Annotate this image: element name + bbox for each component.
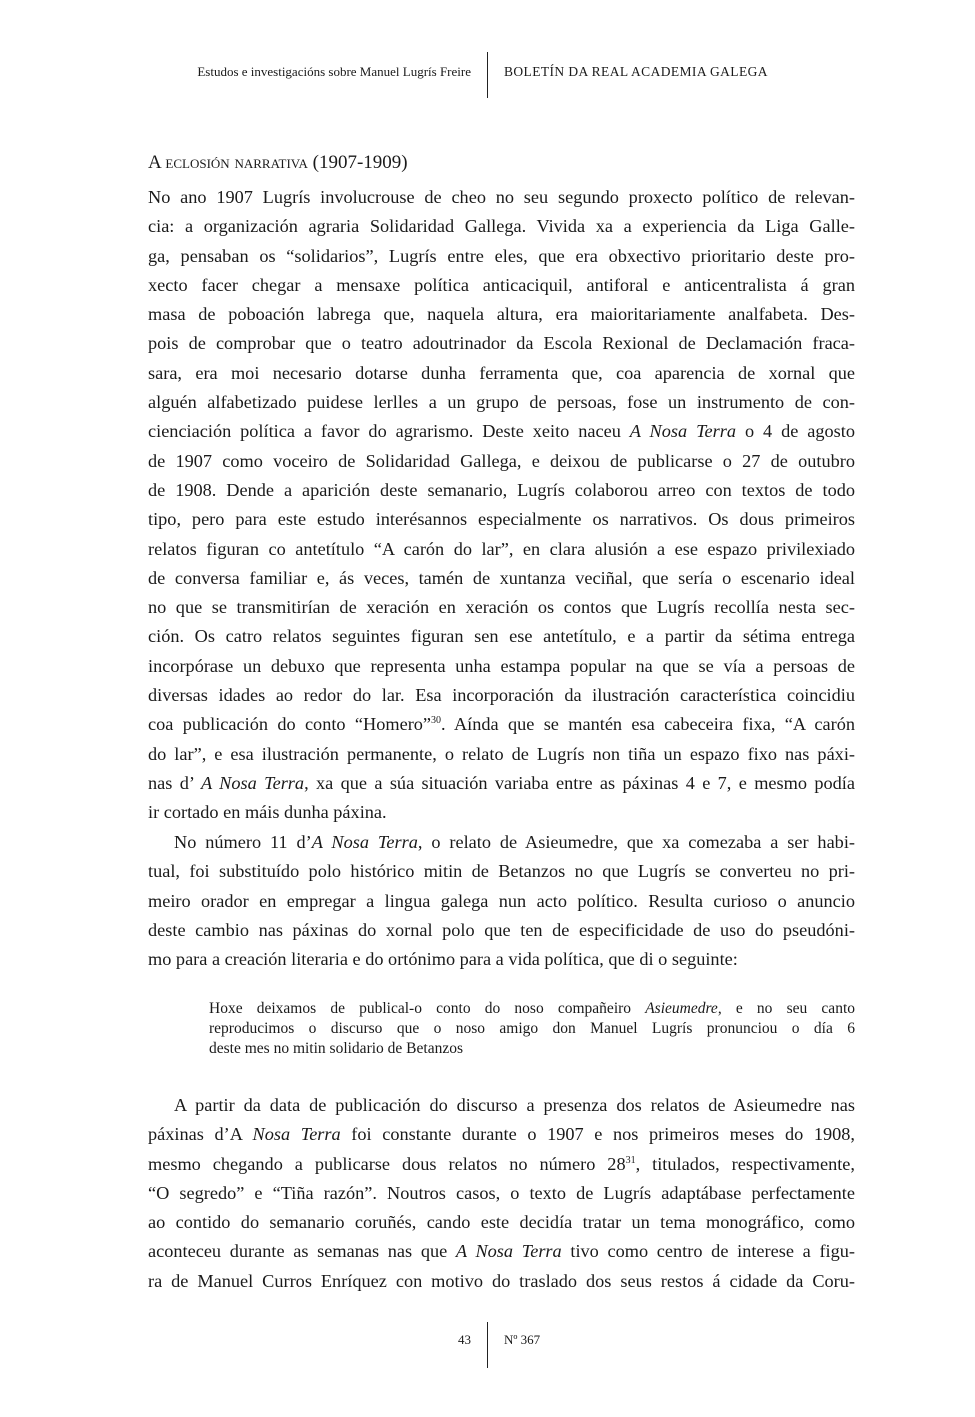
text-line [148, 329, 855, 358]
text-line [148, 183, 855, 212]
text-line [148, 1179, 855, 1208]
text-line [148, 242, 855, 271]
footnote-ref: 30 [431, 715, 442, 727]
text-line [148, 1091, 855, 1120]
text-line [148, 916, 855, 945]
text-span: deste mes no mitin solidario de Betanzos [209, 1040, 463, 1057]
text-line [148, 388, 855, 417]
header-divider [487, 52, 488, 98]
text-span: diversas idades ao redor do lar. Esa incorporación da ilustración característica coincidiu [148, 685, 855, 706]
text-line [148, 740, 855, 769]
text-line [148, 300, 855, 329]
text-span: ir cortado en máis dunha páxina. [148, 802, 387, 823]
text-span: ción. Os catro relatos seguintes figuran sen ese antetítulo, e a partir da sétima entrega [148, 626, 855, 647]
italic-text: A Nosa Terra [311, 832, 418, 852]
text-line [148, 271, 855, 300]
text-span: tual, foi substituído polo histórico mitin de Betanzos no que Lugrís se converteu no pri- [148, 861, 855, 882]
text-line [148, 212, 855, 241]
text-line [148, 681, 855, 710]
block-quote [209, 999, 855, 1059]
text-line [148, 505, 855, 534]
text-span: , e no seu canto [717, 1000, 855, 1017]
text-span: cia: a organización agraria Solidaridad Gallega. Vivida xa a experiencia da Liga Galle- [148, 216, 855, 237]
text-line [148, 476, 855, 505]
text-span: alguén alfabetizado puidese lerlles a un grupo de persoas, fose un instrumento de con- [148, 392, 855, 413]
text-span: nas d’ [148, 772, 201, 793]
text-span: ga, pensaban os “solidarios”, Lugrís entre eles, que era obxectivo prioritario deste pro- [148, 245, 855, 266]
italic-text: A Nosa Terra [200, 772, 305, 793]
text-span: deste cambio nas páxinas do xornal polo que ten de especificidade de uso do pseudóni- [148, 919, 855, 940]
text-span: do lar”, e esa ilustración permanente, o relato de Lugrís non tiña un espazo fixo nas páxi- [148, 743, 855, 764]
text-span: Hoxe deixamos de publical-o conto do noso compañeiro [209, 1000, 646, 1017]
footer-divider [487, 1322, 488, 1368]
paragraph-2 [148, 828, 855, 974]
running-header-journal: BOLETÍN DA REAL ACADEMIA GALEGA [504, 64, 768, 79]
text-span: ao contido do semanario coruñés, cando este decidía tratar un tema monográfico, como [148, 1212, 855, 1233]
text-span: incorpórase un debuxo que representa unha estampa popular na que se vía a persoas de [148, 655, 855, 676]
paragraph-1 [148, 183, 855, 828]
text-line [148, 622, 855, 651]
text-span: No número 11 d’ [174, 832, 312, 852]
text-span: aconteceu durante as semanas nas que [148, 1241, 456, 1262]
text-span: sara, era moi necesario dotarse dunha ferramenta que, coa aparencia de xornal que [148, 362, 855, 383]
running-header-title: Estudos e investigacións sobre Manuel Lugrís Freire [197, 64, 471, 79]
text-span: xecto facer chegar a mensaxe política anticaciquil, antiforal e anticentralista á gran [148, 274, 855, 295]
text-span: tivo como centro de interese a figu- [561, 1241, 855, 1262]
text-line [148, 564, 855, 593]
italic-text: A Nosa Terra [629, 421, 737, 442]
text-line [148, 535, 855, 564]
text-span: foi constante durante o 1907 e nos primeiros meses do 1908, [340, 1124, 855, 1145]
text-line [148, 1120, 855, 1149]
text-line [148, 1267, 855, 1296]
text-line [148, 798, 855, 827]
text-span: de 1908. Dende a aparición deste semanario, Lugrís colaborou arreo con textos de todo [148, 479, 855, 500]
text-span: mo para a creación literaria e do ortónimo para a vida política, que di o seguinte: [148, 949, 738, 970]
footnote-ref: 31 [625, 1154, 636, 1166]
text-span: , o relato de Asieumedre, que xa comezaba a ser habi- [417, 832, 855, 852]
text-line [209, 1019, 855, 1039]
text-span: ra de Manuel Curros Enríquez con motivo do traslado dos seus restos á cidade da Coru- [148, 1270, 855, 1291]
text-span: de 1907 como voceiro de Solidaridad Gallega, e deixou de publicarse o 27 de outubro [148, 450, 855, 471]
italic-text: Nosa Terra [252, 1124, 341, 1145]
text-line [148, 887, 855, 916]
text-span: “O segredo” e “Tiña razón”. Noutros casos, o texto de Lugrís adaptábase perfectamente [148, 1182, 855, 1203]
text-line [209, 999, 855, 1019]
text-span: masa de poboación labrega que, naquela altura, era maioritariamente analfabeta. Des- [148, 304, 855, 325]
text-span: A partir da data de publicación do discurso a presenza dos relatos de Asieumedre nas [174, 1095, 855, 1115]
text-span: coa publicación do conto “Homero” [148, 714, 432, 735]
text-line [148, 769, 855, 798]
text-span: páxinas d’A [148, 1124, 253, 1145]
italic-text: Asieumedre [645, 1000, 718, 1017]
text-span: cienciación política a favor do agrarismo. Deste xeito naceu [148, 421, 630, 442]
text-line [209, 1039, 855, 1059]
text-line [148, 1208, 855, 1237]
text-span: pois de comprobar que o teatro adoutrinador da Escola Rexional de Declamación fraca- [148, 333, 855, 354]
text-span: mesmo chegando a publicarse dous relatos no número 28 [148, 1153, 626, 1174]
text-line [148, 593, 855, 622]
page-number: 43 [458, 1332, 471, 1347]
text-line [148, 1237, 855, 1266]
paragraph-3 [148, 1091, 855, 1296]
text-line [148, 447, 855, 476]
text-span: relatos figuran co antetítulo “A carón do lar”, en clara alusión a ese espazo privilexiado [148, 538, 855, 559]
text-span: o 4 de agosto [736, 421, 856, 442]
text-span: tipo, pero para este estudo interésannos especialmente os narrativos. Os dous primeiros [148, 509, 855, 530]
text-line [148, 417, 855, 446]
text-span: , xa que a súa situación variaba entre as páxinas 4 e 7, e mesmo podía [304, 772, 855, 793]
text-span: , titulados, respectivamente, [635, 1153, 855, 1174]
italic-text: A Nosa Terra [455, 1241, 562, 1262]
text-span: . Aínda que se mantén esa cabeceira fixa, “A carón [441, 714, 855, 735]
section-heading: A eclosión narrativa (1907-1909) [148, 152, 408, 173]
text-line [148, 1150, 855, 1179]
text-line [148, 710, 855, 739]
text-span: no que se transmitirían de xeración en xeración os contos que Lugrís recollía nesta sec- [148, 597, 855, 618]
issue-number: Nº 367 [504, 1332, 541, 1347]
text-line [148, 857, 855, 886]
text-line [148, 945, 855, 974]
text-line [148, 828, 855, 857]
text-line [148, 359, 855, 388]
text-span: No ano 1907 Lugrís involucrouse de cheo no seu segundo proxecto político de relevan- [148, 187, 855, 207]
text-line [148, 652, 855, 681]
text-span: meiro orador en empregar a lingua galega nun acto político. Resulta curioso o anuncio [148, 890, 855, 911]
text-span: reproducimos o discurso que o noso amigo don Manuel Lugrís pronunciou o día 6 [209, 1020, 855, 1037]
text-span: de conversa familiar e, ás veces, tamén de xuntanza veciñal, que sería o escenario ideal [148, 567, 855, 588]
